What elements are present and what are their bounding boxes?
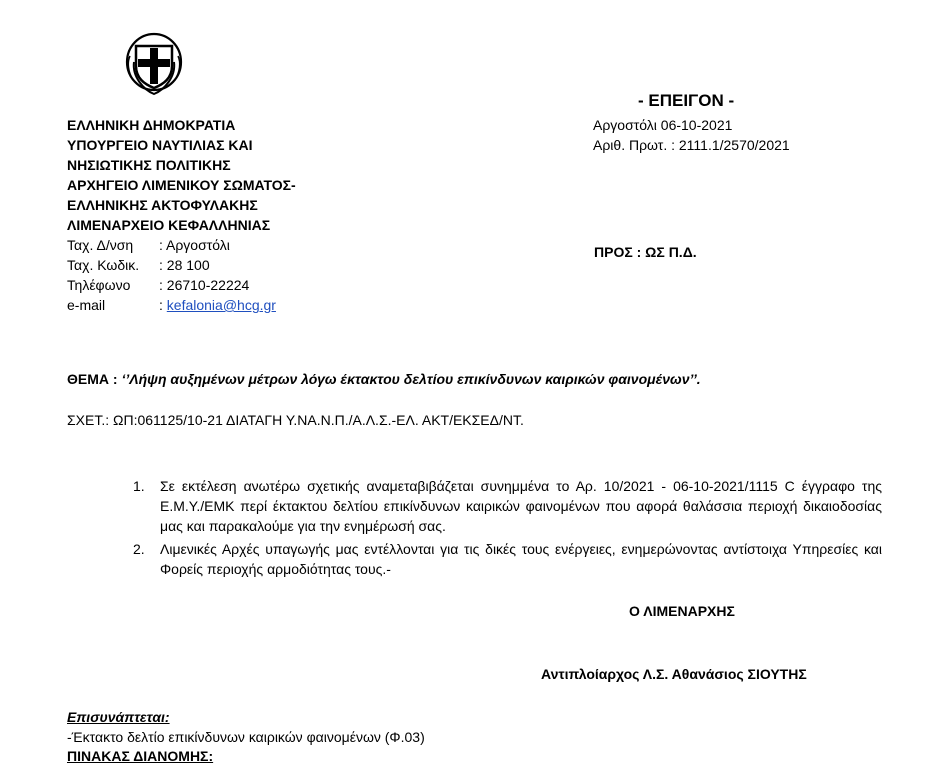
contact-row-email xyxy=(67,295,296,315)
paragraph-text: Σε εκτέλεση ανωτέρω σχετικής αναμεταβιβάζεται συνημμένα το Αρ. 10/2021 - 06-10-2021/1115 C έγγραφο της Ε.Μ.Υ./ΕΜΚ περί έκτακτου δελτίου επικίνδυνων καιρικών φαινομένων που αφορά θαλάσσια περιοχή δικαιοδοσίας μας και παρακαλούμε για την ενημέρωσή σας. xyxy=(160,478,882,534)
contact-label: Ταχ. Δ/νση xyxy=(67,237,134,253)
urgent-label: - ΕΠΕΙΓΟΝ - xyxy=(638,91,735,110)
org-line: ΥΠΟΥΡΓΕΙΟ ΝΑΥΤΙΛΙΑΣ ΚΑΙ xyxy=(67,137,253,153)
contact-value: : 28 100 xyxy=(159,257,210,273)
email-link[interactable]: kefalonia@hcg.gr xyxy=(166,297,276,313)
paragraph-number: 2. xyxy=(133,541,145,557)
protocol-number: Αριθ. Πρωτ. : 2111.1/2570/2021 xyxy=(593,137,790,153)
contact-row-postcode xyxy=(67,255,296,275)
subject-line xyxy=(67,369,701,389)
contact-value: : 26710-22224 xyxy=(159,277,250,293)
contact-row-address xyxy=(67,235,296,255)
place-date: Αργοστόλι 06-10-2021 xyxy=(593,117,733,133)
contact-label: Ταχ. Κωδικ. xyxy=(67,257,140,273)
org-line: ΛΙΜΕΝΑΡΧΕΙΟ ΚΕΦΑΛΛΗΝΙΑΣ xyxy=(67,217,271,233)
org-line: ΕΛΛΗΝΙΚΗ ΔΗΜΟΚΡΑΤΙΑ xyxy=(67,117,236,133)
contact-row-phone xyxy=(67,275,296,295)
org-line: ΝΗΣΙΩΤΙΚΗΣ ΠΟΛΙΤΙΚΗΣ xyxy=(67,157,231,173)
contact-value: : Αργοστόλι xyxy=(159,237,230,253)
contact-label: e-mail xyxy=(67,297,106,313)
attached-item: -Έκτακτο δελτίο επικίνδυνων καιρικών φαινομένων (Φ.03) xyxy=(67,729,425,745)
attached-heading: Επισυνάπτεται: xyxy=(67,709,170,725)
recipients: ΠΡΟΣ : ΩΣ Π.Δ. xyxy=(594,244,697,260)
subject-label: ΘΕΜΑ : xyxy=(67,371,122,387)
signature-title: Ο ΛΙΜΕΝΑΡΧΗΣ xyxy=(629,603,735,619)
org-line: ΕΛΛΗΝΙΚΗΣ ΑΚΤΟΦΥΛΑΚΗΣ xyxy=(67,197,258,213)
paragraph-text: Λιμενικές Αρχές υπαγωγής μας εντέλλονται για τις δικές τους ενέργειες, ενημερώνοντας αντίστοιχα Υπηρεσίες και Φορείς περιοχής αρμοδιότητας τους.- xyxy=(160,541,882,577)
distribution-heading: ΠΙΝΑΚΑΣ ΔΙΑΝΟΜΗΣ: xyxy=(67,748,214,764)
org-line: ΑΡΧΗΓΕΙΟ ΛΙΜΕΝΙΚΟΥ ΣΩΜΑΤΟΣ- xyxy=(67,177,296,193)
sender-block xyxy=(67,115,296,315)
signature-name: Αντιπλοίαρχος Λ.Σ. Αθανάσιος ΣΙΟΥΤΗΣ xyxy=(541,666,807,682)
reference-line: ΣΧΕΤ.: ΩΠ:061125/10-21 ΔΙΑΤΑΓΗ Υ.ΝΑ.Ν.Π./Α.Λ.Σ.-ΕΛ. ΑΚΤ/ΕΚΣΕΔ/ΝΤ. xyxy=(67,412,524,428)
greek-coat-of-arms-icon xyxy=(124,32,184,96)
subject-text: ‘’Λήψη αυξημένων μέτρων λόγω έκτακτου δελτίου επικίνδυνων καιρικών φαινομένων’’. xyxy=(121,371,701,387)
contact-prefix: : xyxy=(159,297,167,313)
contact-label: Τηλέφωνο xyxy=(67,277,131,293)
paragraph-number: 1. xyxy=(133,478,145,494)
